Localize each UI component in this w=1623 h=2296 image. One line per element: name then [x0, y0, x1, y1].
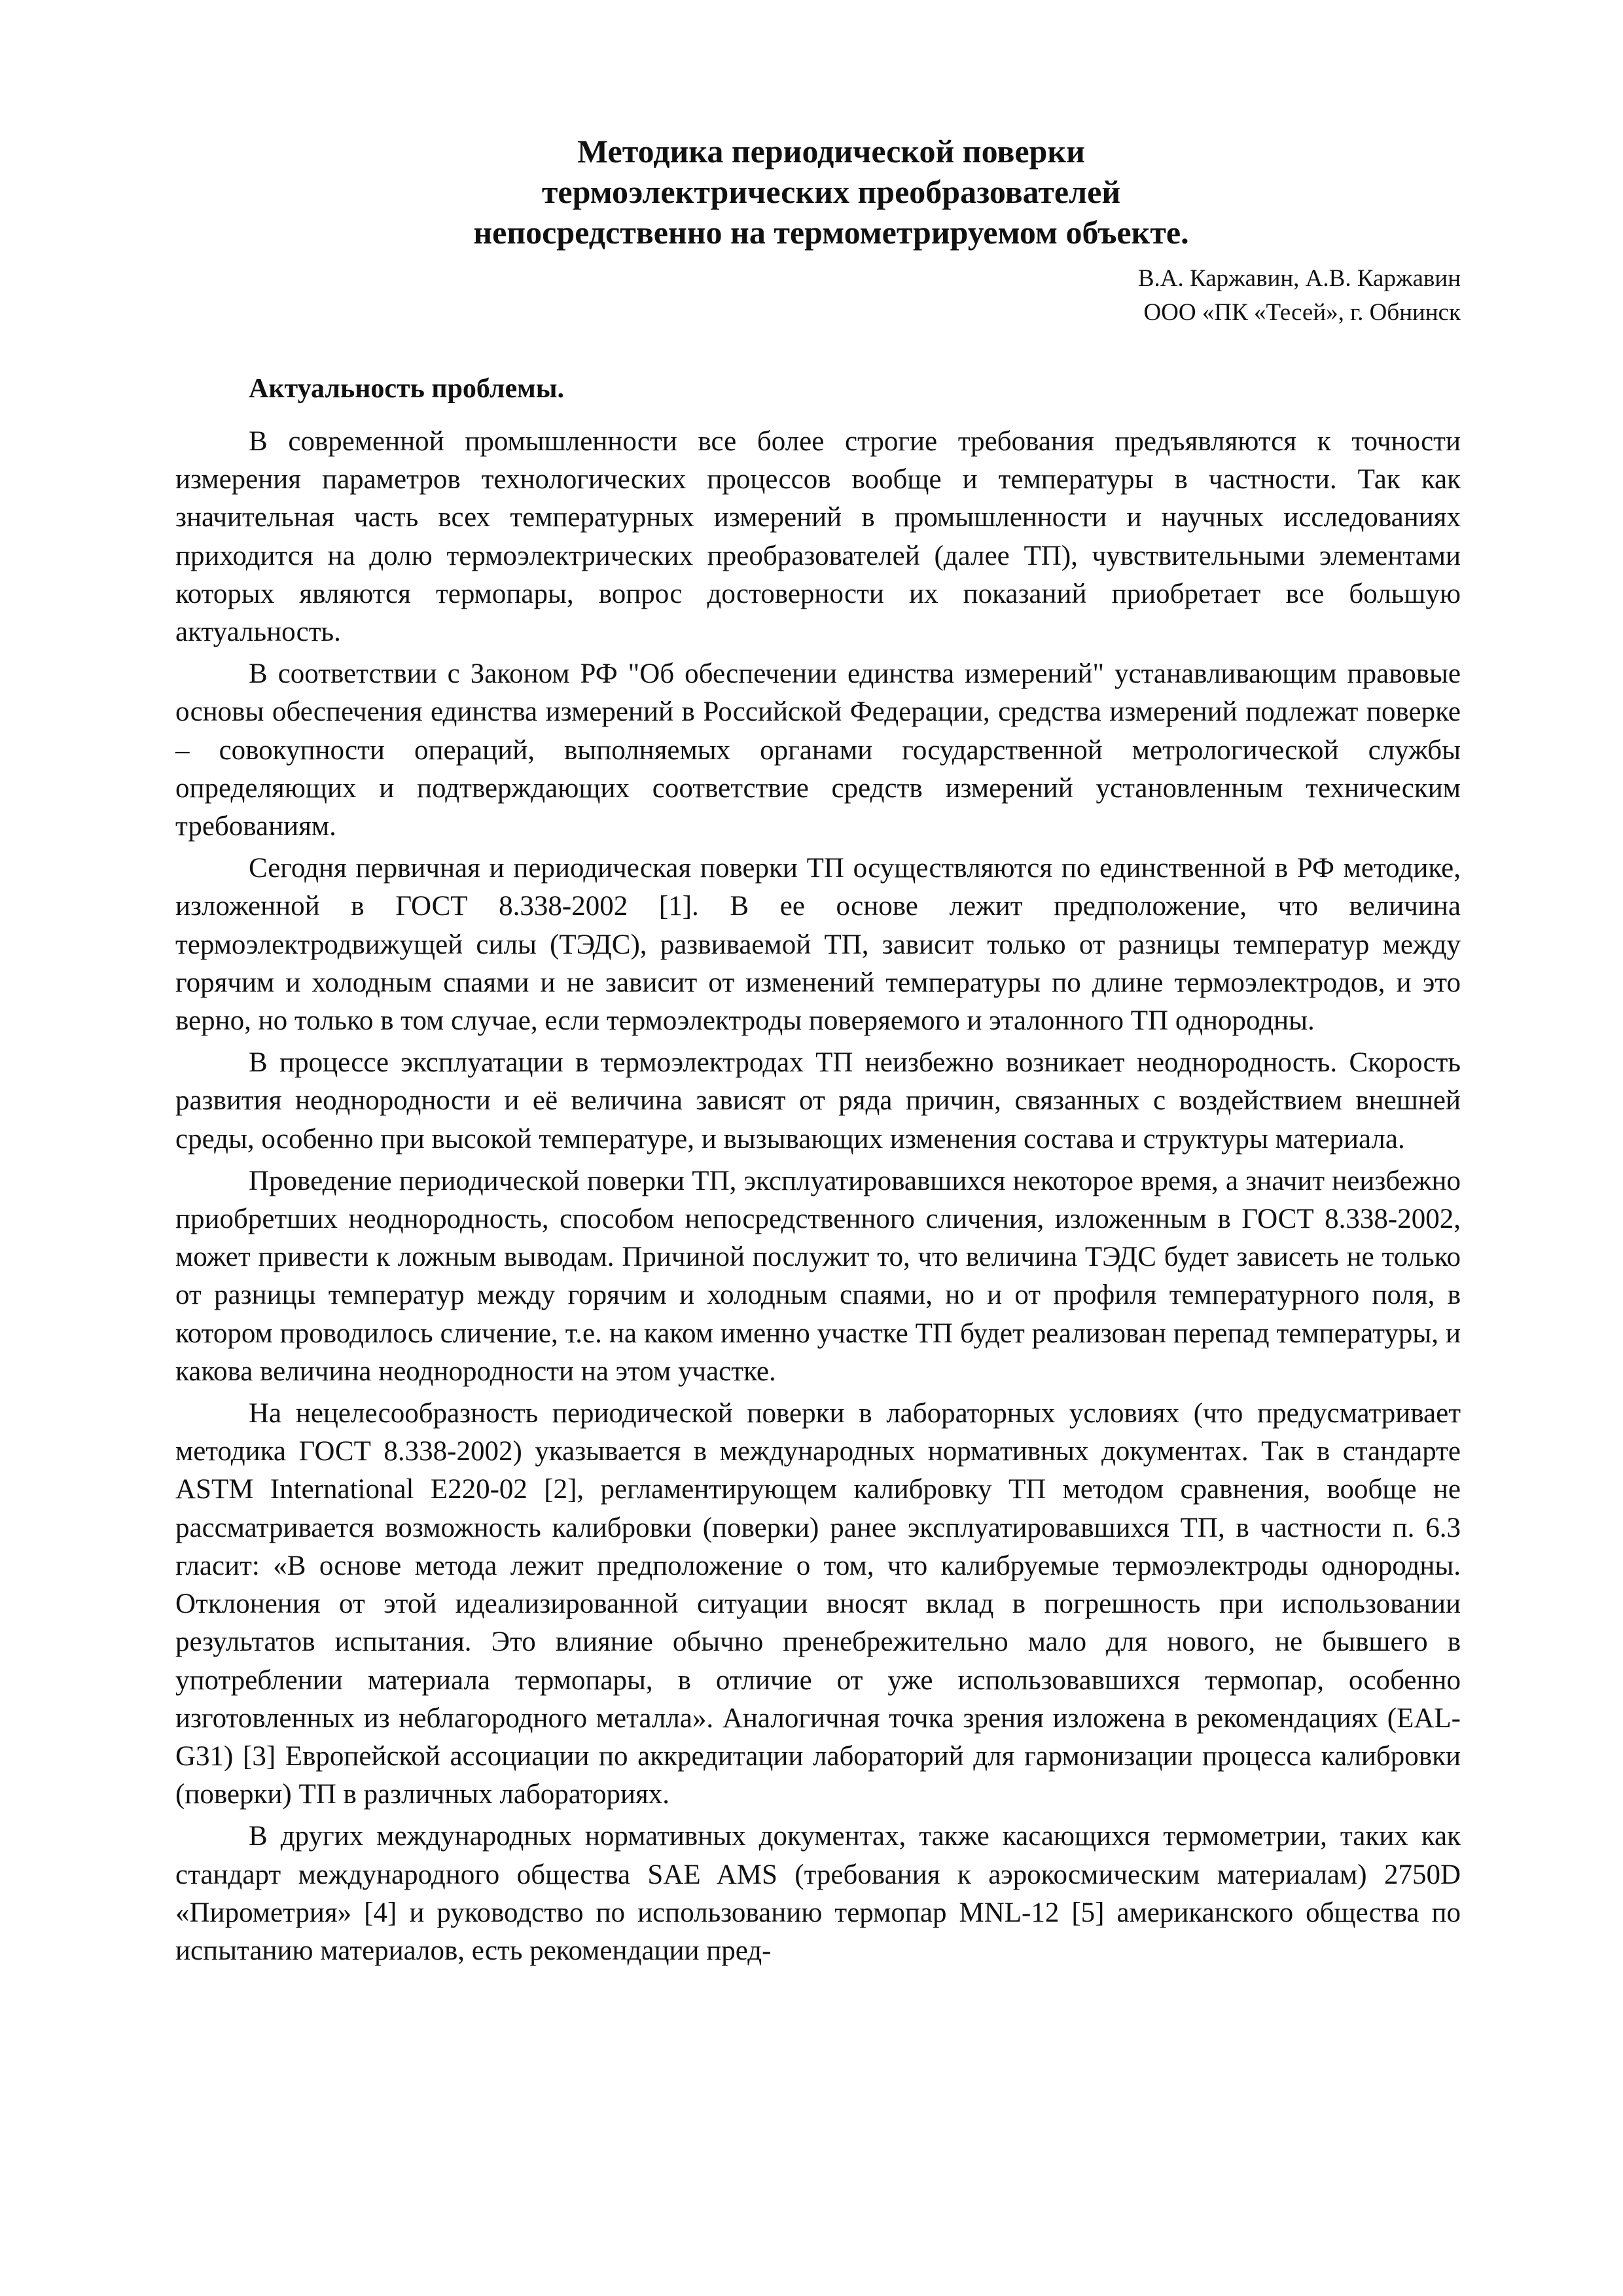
paragraph-2: В соответствии с Законом РФ "Об обеспечении единства измерений" устанавливающим правовые основы обеспечения единства измерений в Российской Федерации, средства измерений подлежат поверке – совокупности операций, выполняемых органами государственной метрологической службы определяющих и подтверждающих соответствие средств измерений установленным техническим требованиям. [175, 658, 1461, 842]
paragraph-3: Сегодня первичная и периодическая поверки ТП осуществляются по единственной в РФ методике, изложенной в ГОСТ 8.338-2002 [1]. В ее основе лежит предположение, что величина термоэлектродвижущей силы (ТЭДС), развиваемой ТП, зависит только от разницы температур между горячим и холодным спаями и не зависит от изменений температуры по длине термоэлектродов, и это верно, но только в том случае, если термоэлектроды поверяемого и эталонного ТП однородны. [175, 853, 1461, 1037]
title-line-3: непосредственно на термометрируемом объекте. [473, 214, 1189, 251]
title-line-1: Методика периодической поверки [577, 133, 1085, 170]
paragraph-4: В процессе эксплуатации в термоэлектродах ТП неизбежно возникает неоднородность. Скорость развития неоднородности и её величина зависят от ряда причин, связанных с воздействием внешней среды, особенно при высокой температуре, и вызывающих изменения состава и структуры материала. [175, 1047, 1461, 1155]
title-line-2: термоэлектрических преобразователей [541, 173, 1121, 210]
authors: В.А. Каржавин, А.В. Каржавин [1137, 265, 1461, 292]
organization: ООО «ПК «Тесей», г. Обнинск [1143, 299, 1461, 326]
paragraph-1: В современной промышленности все более строгие требования предъявляются к точности измерения параметров технологических процессов вообще и температуры в частности. Так как значительная часть всех температурных измерений в промышленности и научных исследованиях приходится на долю термоэлектрических преобразователей (далее ТП), чувствительными элементами которых являются термопары, вопрос достоверности их показаний приобретает все большую актуальность. [175, 426, 1461, 648]
paragraph-5: Проведение периодической поверки ТП, эксплуатировавшихся некоторое время, а значит неизбежно приобретших неоднородность, способом непосредственного сличения, изложенным в ГОСТ 8.338-2002, может привести к ложным выводам. Причиной послужит то, что величина ТЭДС будет зависеть не только от разницы температур между горячим и холодным спаями, но и от профиля температурного поля, в котором проводилось сличение, т.е. на каком именно участке ТП будет реализован перепад температуры, и какова величина неоднородности на этом участке. [175, 1165, 1461, 1387]
paragraph-7: В других международных нормативных документах, также касающихся термометрии, таких как стандарт международного общества SAE AMS (требования к аэрокосмическим материалам) 2750D «Пирометрия» [4] и руководство по использованию термопар MNL-12 [5] американского общества по испытанию материалов, есть рекомендации пред- [175, 1821, 1461, 1966]
section-heading: Актуальность проблемы. [249, 374, 564, 404]
paper-title [175, 131, 1461, 253]
paragraph-6: На нецелесообразность периодической поверки в лабораторных условиях (что предусматривает методика ГОСТ 8.338-2002) указывается в международных нормативных документах. Так в стандарте ASTM International E220-02 [2], регламентирующем калибровку ТП методом сравнения, вообще не рассматривается возможность калибровки (поверки) ранее эксплуатировавшихся ТП, в частности п. 6.3 гласит: «В основе метода лежит предположение о том, что калибруемые термоэлектроды однородны. Отклонения от этой идеализированной ситуации вносят вклад в погрешность при использовании результатов испытания. Это влияние обычно пренебрежительно мало для нового, не бывшего в употреблении материала термопары, в отличие от уже использовавшихся термопар, особенно изготовленных из неблагородного металла». Аналогичная точка зрения изложена в рекомендациях (EAL-G31) [3] Европейской ассоциации по аккредитации лабораторий для гармонизации процесса калибровки (поверки) ТП в различных лабораториях. [175, 1398, 1461, 1810]
